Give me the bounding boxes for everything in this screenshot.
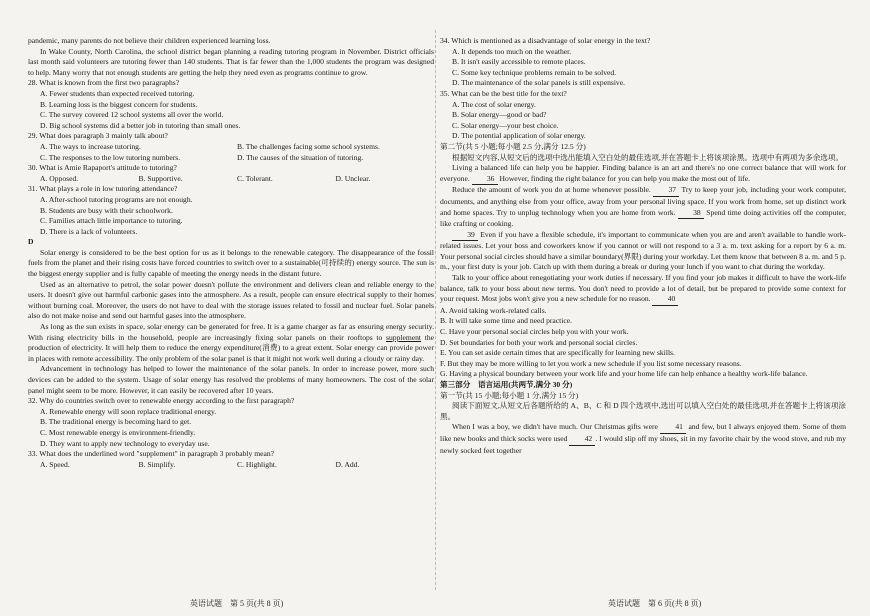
option-e: E. You can set aside certain times that are specifically for learning new skills.: [440, 348, 675, 358]
option-29b: B. The challenges facing some school systems.: [237, 141, 380, 151]
option-33a: A. Speed.: [40, 459, 70, 469]
option-35b: B. Solar energy—good or bad?: [452, 110, 547, 120]
option-b: B. It will take some time and need practice.: [440, 316, 573, 326]
option-34a: A. It depends too much on the weather.: [452, 46, 572, 56]
option-30d: D. Unclear.: [335, 173, 371, 183]
part-3-heading: 第三部分 语言运用(共两节,满分 30 分): [440, 380, 573, 389]
option-31c: C. Families attach little importance to tutoring.: [40, 216, 183, 226]
passage-balance-paragraph-2: Reduce the amount of work you do at home whenever possible. 37 Try to keep your job, including your work computer, documents, and anything else from your office, away from your personal living space. If you work from home, set up distinct work and home spaces. Try to unplug technology when you are home from work. 38 Spend time doing activities off the computer, like crafting or cooking.: [440, 185, 846, 229]
option-30a: A. Opposed.: [40, 173, 79, 183]
option-f: F. But they may be more willing to let you work a new schedule if you list some necessary reasons.: [440, 358, 742, 368]
option-28a: A. Fewer students than expected received tutoring.: [40, 88, 195, 98]
section-2-instructions: 根据短文内容,从短文后的选项中选出能填入空白处的最佳选项,并在答题卡上将该项涂黑。选项中有两项为多余选项。: [452, 152, 844, 162]
passage-balance-paragraph-4: Talk to your office about renegotiating your work duties if necessary. If you find your job makes it difficult to have the work-life balance, talk to your boss about new terms. You don't need to provide a lot of detail, but be prepared to provide some context for your request. Most jobs won't give you a new schedule for no reason. 40: [440, 273, 846, 306]
underlined-word: supplement: [386, 332, 422, 342]
blank-40: 40: [652, 294, 678, 306]
option-31b: B. Students are busy with their schoolwork.: [40, 205, 173, 215]
option-30c: C. Tolerant.: [237, 173, 273, 183]
option-a: A. Avoid taking work-related calls.: [440, 305, 547, 315]
question-32: 32. Why do countries switch over to renewable energy according to the first paragraph?: [28, 396, 295, 406]
section-2-heading: 第二节(共 5 小题;每小题 2.5 分,满分 12.5 分): [440, 141, 586, 151]
right-page-footer: 英语试题 第 6 页(共 8 页): [608, 599, 702, 608]
option-35c: C. Solar energy—your best choice.: [452, 120, 559, 130]
option-29c: C. The responses to the low tutoring numbers.: [40, 152, 181, 162]
options-29-row2: [28, 153, 434, 164]
blank-38: 38: [678, 208, 704, 220]
option-33d: D. Add.: [335, 459, 360, 469]
passage-d-paragraph-3: As long as the sun exists in space, solar energy can be generated for free. It is a game charger as far as ensuring energy security. With rising electricity bills in the household, people are increasingly fixing solar panels on their rooftops to supplement the production of electricity. It will help them to reduce the energy expenditure(消费) to a great extent. Solar energy can provide power in places with remote accessibility. The only problem of the solar panel is that it might not work well during a cloudy or rainy day.: [28, 322, 434, 363]
blank-37: 37: [653, 185, 679, 197]
options-33: [28, 460, 434, 471]
section-1-instructions: 阅读下面短文,从短文后各题所给的 A、B、C 和 D 四个选项中,选出可以填入空白处的最佳选项,并在答题卡上将该项涂黑。: [440, 401, 846, 421]
option-g: G. Having a physical boundary between your work life and your home life can help enhance a healthy work-life balance.: [440, 369, 808, 379]
section-1-heading: 第一节(共 15 小题;每小题 1 分,满分 15 分): [440, 390, 579, 400]
option-32a: A. Renewable energy will soon replace traditional energy.: [40, 406, 217, 416]
left-page-column: [28, 36, 434, 470]
option-34d: D. The maintenance of the solar panels is still expensive.: [452, 78, 625, 88]
question-34: 34. Which is mentioned as a disadvantage of solar energy in the text?: [440, 36, 651, 45]
option-d: D. Set boundaries for both your work and personal social circles.: [440, 337, 638, 347]
question-31: 31. What plays a role in low tutoring attendance?: [28, 184, 178, 194]
blank-41: 41: [660, 422, 686, 434]
option-34b: B. It isn't easily accessible to remote places.: [452, 57, 586, 67]
blank-42: 42: [569, 434, 595, 446]
option-29d: D. The causes of the situation of tutoring.: [237, 152, 364, 162]
option-32b: B. The traditional energy is becoming hard to get.: [40, 417, 192, 427]
option-33c: C. Highlight.: [237, 459, 277, 469]
left-page-footer: 英语试题 第 5 页(共 8 页): [190, 599, 284, 608]
passage-c-ending: pandemic, many parents do not believe their children experienced learning loss.: [28, 36, 271, 45]
option-31a: A. After-school tutoring programs are not enough.: [40, 194, 193, 204]
option-29a: A. The ways to increase tutoring.: [40, 141, 141, 151]
section-d-heading: D: [28, 237, 34, 247]
passage-d-paragraph-1: Solar energy is considered to be the best option for us as it belongs to the renewable category. The disappearance of the fossil fuels from the planet and their rising costs have forced countries to switch over to a sustainable(可持续的) energy source. The sun is the biggest energy supplier and is fully capable of meeting the energy needs in the distant future.: [28, 247, 434, 279]
option-35d: D. The potential application of solar energy.: [452, 131, 586, 141]
option-30b: B. Supportive.: [138, 173, 183, 183]
question-30: 30. What is Amie Rapaport's attitude to tutoring?: [28, 163, 177, 173]
blank-39: 39: [452, 230, 478, 242]
option-33b: B. Simplify.: [138, 459, 176, 469]
passage-d-paragraph-2: Used as an alternative to petrol, the solar power doesn't pollute the environment and delivers clean and reliable energy to the users. It doesn't give out harmful carbonic gases into the atmosphere. As a result, people can ensure electrical supply to their homes without burning coal. Moreover, the users do not have to deal with the storage issues related to fossil and nuclear fuel. Solar panels also do not make noise and send out harmful gases into the atmosphere.: [28, 279, 434, 321]
option-28b: B. Learning loss is the biggest concern for students.: [40, 99, 198, 109]
passage-balance-paragraph-3: 39 Even if you have a flexible schedule, it's important to communicate when you are and aren't available to handle work-related issues. Let your boss and coworkers know if you cannot or will not respond to a 3 a. m. text asking for a report by 6 a. m. Your personal social circles should have a similar boundary(界限) during your workday. Let them know that between 8 a. m. and 5 p. m., your first duty is your job. Catch up with them during a break or during your lunch if you want to chat during the workday.: [440, 229, 846, 272]
passage-c-paragraph: In Wake County, North Carolina, the school district began planning a reading tutoring program in November. District officials last month said volunteers are tutoring fewer than 140 students. That is far fewer than the 1,000 students the program was designed to help. Many worry that not enough students are getting the help they need even as programs continue to grow.: [28, 46, 434, 77]
option-c: C. Have your personal social circles help you with your work.: [440, 327, 629, 337]
passage-balance-paragraph-1: Living a balanced life can help you be happier. Finding balance is an art and there's no one correct balance that will work for everyone. 36 However, finding the right balance for you can help you make the most out of life.: [440, 163, 846, 185]
option-34c: C. Some key technique problems remain to be solved.: [452, 67, 617, 77]
question-28: 28. What is known from the first two paragraphs?: [28, 78, 180, 88]
page-divider: [435, 30, 436, 590]
option-31d: D. There is a lack of volunteers.: [40, 226, 138, 236]
question-29: 29. What does paragraph 3 mainly talk about?: [28, 131, 168, 141]
option-32d: D. They want to apply new technology to everyday use.: [40, 438, 210, 448]
option-35a: A. The cost of solar energy.: [452, 99, 536, 109]
cloze-paragraph-1: When I was a boy, we didn't have much. Our Christmas gifts were 41 and few, but I always enjoyed them. Some of them like new books and thick socks were used 42 . I would slip off my shoes, sit in my favorite chair by the wood stove, and rub my newly socked feet together: [440, 422, 847, 455]
option-32c: C. Most renewable energy is environment-friendly.: [40, 427, 196, 437]
question-35: 35. What can be the best title for the text?: [440, 88, 567, 98]
right-page-column: [440, 36, 846, 456]
option-28c: C. The survey covered 12 school systems all over the world.: [40, 110, 224, 120]
options-29-row1: [28, 142, 434, 153]
passage-d-paragraph-4: Advancement in technology has helped to lower the maintenance of the solar panels. In order to increase power, more such devices can be added to the system. Usage of solar energy has resolved the problems of many homeowners. The cost of the solar panel might seem to be more. However, it can easily be recovered after 10 years.: [28, 364, 434, 395]
option-28d: D. Big school systems did a better job in tutoring than small ones.: [40, 120, 241, 130]
blank-36: 36: [472, 174, 498, 186]
question-33: 33. What does the underlined word "supplement" in paragraph 3 probably mean?: [28, 449, 275, 459]
options-30: [28, 174, 434, 185]
